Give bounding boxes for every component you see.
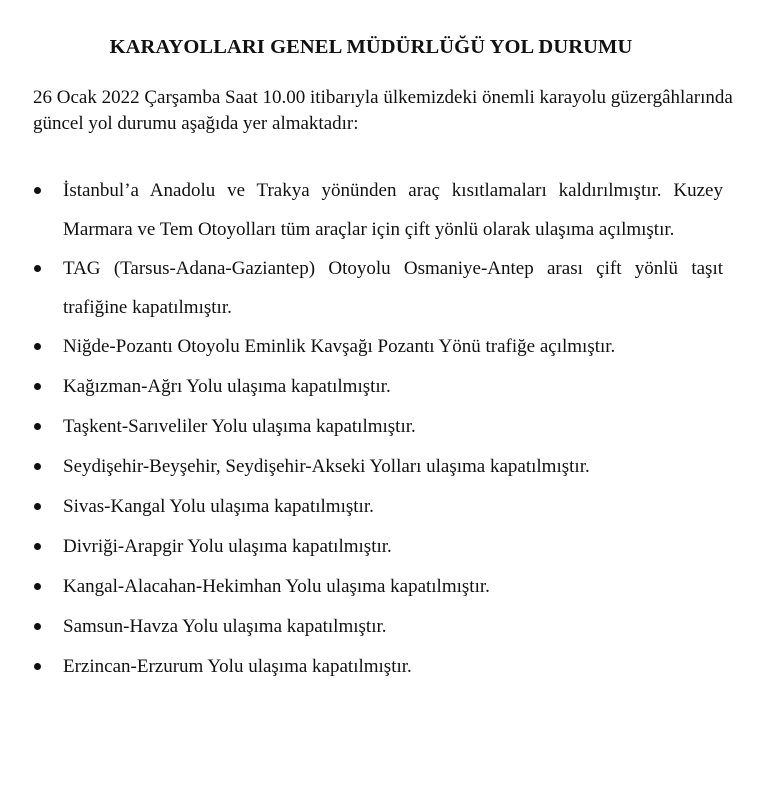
document-title: KARAYOLLARI GENEL MÜDÜRLÜĞÜ YOL DURUMU — [109, 36, 633, 58]
list-item-text: Erzincan-Erzurum Yolu ulaşıma kapatılmıştır. — [63, 656, 412, 677]
list-item — [0, 327, 723, 366]
list-item-text: Divriği-Arapgir Yolu ulaşıma kapatılmıştır. — [63, 536, 392, 557]
bullet-icon — [34, 463, 41, 470]
road-status-list — [0, 171, 770, 687]
list-item-text: Kağızman-Ağrı Yolu ulaşıma kapatılmıştır. — [63, 376, 391, 397]
bullet-icon — [34, 503, 41, 510]
list-item-text: Sivas-Kangal Yolu ulaşıma kapatılmıştır. — [63, 496, 374, 517]
list-item-text: İstanbul’a Anadolu ve Trakya yönünden araç kısıtlamaları kaldırılmıştır. Kuzey Marmara ve Tem Otoyolları tüm araçlar için çift yönlü olarak ulaşıma açılmıştır. — [63, 180, 723, 240]
bullet-icon — [34, 543, 41, 550]
list-item-text: Kangal-Alacahan-Hekimhan Yolu ulaşıma kapatılmıştır. — [63, 576, 490, 597]
bullet-icon — [34, 187, 41, 194]
list-item — [0, 567, 723, 606]
bullet-icon — [34, 423, 41, 430]
bullet-icon — [34, 383, 41, 390]
list-item-text: Taşkent-Sarıveliler Yolu ulaşıma kapatılmıştır. — [63, 416, 416, 437]
list-item — [0, 367, 723, 406]
bullet-icon — [34, 663, 41, 670]
list-item-text: Seydişehir-Beyşehir, Seydişehir-Akseki Yolları ulaşıma kapatılmıştır. — [63, 456, 590, 477]
list-item — [0, 527, 723, 566]
bullet-icon — [34, 265, 41, 272]
list-item-text: Samsun-Havza Yolu ulaşıma kapatılmıştır. — [63, 616, 387, 637]
bullet-icon — [34, 623, 41, 630]
list-item — [0, 447, 723, 486]
intro-paragraph: 26 Ocak 2022 Çarşamba Saat 10.00 itibarıyla ülkemizdeki önemli karayolu güzergâhlarında güncel yol durumu aşağıda yer almaktadır: — [33, 87, 733, 134]
list-item — [0, 249, 723, 327]
list-item — [0, 171, 723, 249]
list-item-text: Niğde-Pozantı Otoyolu Eminlik Kavşağı Pozantı Yönü trafiğe açılmıştır. — [63, 336, 616, 357]
list-item — [0, 407, 723, 446]
bullet-icon — [34, 343, 41, 350]
list-item-text: TAG (Tarsus-Adana-Gaziantep) Otoyolu Osmaniye-Antep arası çift yönlü taşıt trafiğine kapatılmıştır. — [63, 258, 723, 318]
list-item — [0, 647, 723, 686]
list-item — [0, 607, 723, 646]
list-item — [0, 487, 723, 526]
bullet-icon — [34, 583, 41, 590]
